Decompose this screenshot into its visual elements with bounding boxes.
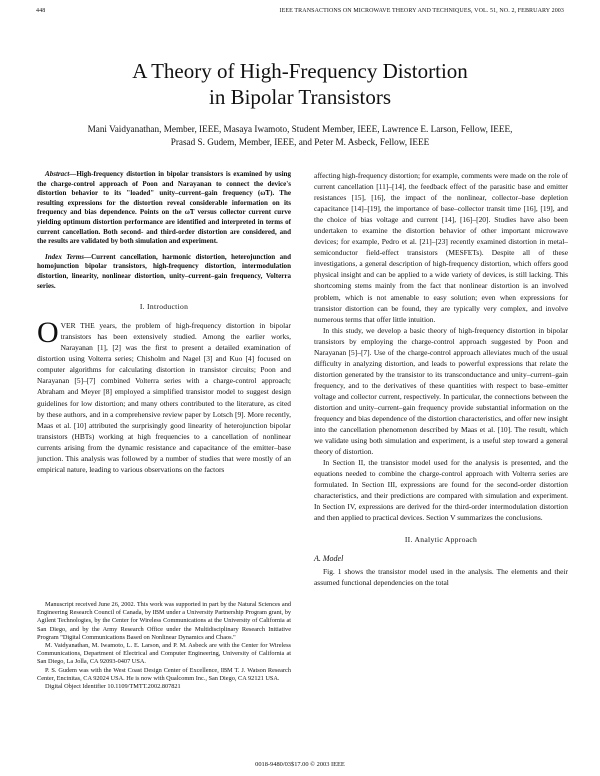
- abstract: [37, 170, 291, 247]
- author-list: [40, 123, 560, 148]
- running-head: [36, 8, 564, 14]
- right-column: [314, 170, 568, 588]
- subsection-heading-model: A. Model: [314, 553, 344, 563]
- intro-paragraph: [37, 316, 291, 475]
- footnote-affiliation-1: M. Vaidyanathan, M. Iwamoto, L. E. Larson, and P. M. Asbeck are with the Center for Wireless Communications, Department of Electrical and Computer Engineering, University of California at San Diego, La Jolla, CA 92093-0407 USA.: [37, 642, 291, 666]
- paper-title: [40, 58, 560, 110]
- title-line-2: in Bipolar Transistors: [208, 85, 392, 109]
- intro-paragraph-3: In Section II, the transistor model used for the analysis is presented, and the equations needed to combine the charge-control approach with Volterra series are formulated. In Section III, expressions are found for the second-order distortion characteristics, and their predictions are compared with simulation and experiment. In Section IV, expressions are derived for the third-order intermodulation distortion and then applied to practical devices. Section V summarizes the conclusions.: [314, 458, 568, 523]
- intro-text: VER THE years, the problem of high-frequency distortion in bipolar transistors has been extensively studied. Among the earlier works, Narayanan [1], [2] was the first to present a detailed examination of distortion using Volterra series; Chisholm and Nagel [3] and Kuo [4] focused on computer algorithms for calculating distortion in transistor circuits; Poon and Narayanan [5]–[7] combined Volterra series with a charge-control approach; Abraham and Meyer [8] employed a simplified transistor model to suggest design guidelines for low distortion; and many others contributed to the literature, as cited by these authors, and in a comprehensive review paper by Lotsch [9]. More recently, Maas et al. [10] attributed the surprisingly good linearity of heterojunction bipolar transistors (HBTs) working at high frequencies to a cancellation of nonlinear currents arising from the dynamic resistance and capacitance of the emitter–base junction. This analysis was followed by a number of studies that were mostly of an empirical nature, leading to various observations on the factors: [37, 321, 291, 474]
- footnotes: [37, 601, 291, 691]
- index-terms-text: Current cancellation, harmonic distortion, heterojunction and homojunction bipolar transistors, high-frequency distortion, intermodulation distortion, linearity, nonlinear distortion, unity–current–gain frequency, Volterra series.: [37, 252, 291, 290]
- authors-line-2: Prasad S. Gudem, Member, IEEE, and Peter M. Asbeck, Fellow, IEEE: [170, 136, 430, 147]
- footnote-affiliation-2: P. S. Gudem was with the West Coast Design Center of Excellence, IBM T. J. Watson Research Center, Encinitas, CA 92024 USA. He is now with Qualcomm Inc., San Diego, CA 92121 USA.: [37, 666, 291, 682]
- journal-name: IEEE TRANSACTIONS ON MICROWAVE THEORY AND TECHNIQUES, VOL. 51, NO. 2, FEBRUARY 2003: [279, 8, 564, 14]
- title-line-1: A Theory of High-Frequency Distortion: [132, 59, 468, 83]
- authors-line-1: Mani Vaidyanathan, Member, IEEE, Masaya Iwamoto, Student Member, IEEE, Lawrence E. Larson, Fellow, IEEE,: [87, 124, 513, 134]
- section-heading-introduction: I. Introduction: [139, 302, 189, 312]
- copyright-code: 0018-9480/03$17.00 © 2003 IEEE: [255, 761, 345, 768]
- footnote-received: Manuscript received June 26, 2002. This work was supported in part by the Natural Sciences and Engineering Research Council of Canada, by IBM under a University Partnership Program grant, by Agilent Technologies, by the Center for Wireless Communications at the University of California at San Diego, and by the Army Research Office under the Multidisciplinary Research Initiative Program "Digital Communications Based on Nonlinear Dynamics and Chaos.": [37, 601, 291, 641]
- section-heading-analytic-approach: II. Analytic Approach: [404, 534, 478, 544]
- model-paragraph: Fig. 1 shows the transistor model used in the analysis. The elements and their assumed functional dependencies on the total: [314, 566, 568, 587]
- footnote-doi: Digital Object Identifier 10.1109/TMTT.2002.807821: [45, 683, 181, 691]
- intro-paragraph-2: In this study, we develop a basic theory of high-frequency distortion in bipolar transistors by employing the charge-control approach suggested by Poon and Narayanan [5]–[7]. Use of the charge-control approach alleviates much of the usual difficulty in analyzing distortion, and leads to powerful expressions that relate the distortion generated by the transistor to its transconductance and unity–current–gain frequency, and to the derivatives of these quantities with respect to base–emitter voltage and collector current, respectively. In particular, the connections between the distortion and unity–current–gain frequency provide substantial information on the frequency and bias dependence of the distortion characteristics, and offer new insight into the cancellation phenomenon described by Maas et al. [10]. The result, which we validate using both simulation and experiment, is a useful step toward a general theory of distortion.: [314, 325, 568, 457]
- abstract-label: Abstract—: [45, 170, 77, 178]
- left-column: [37, 170, 291, 475]
- page-number: 448: [36, 8, 46, 14]
- index-terms-label: Index Terms—: [45, 252, 92, 261]
- drop-cap: O: [37, 316, 59, 350]
- index-terms: [37, 253, 291, 291]
- intro-continued-paragraph: affecting high-frequency distortion; for example, comments were made on the role of current cancellation [11]–[14], the feedback effect of the parasitic base and emitter resistances [15], [16], the impact of the nonlinear, collector–base depletion capacitance [14]–[19], the importance of base–collector transit time [16], [19], and the choice of bias voltage and current [14], [16]–[20]. Studies have also been undertaken to examine the distortion behavior of other important microwave devices; for example, Pedro et al. [21]–[23] recently examined distortion in metal–semiconductor field-effect transistors (MESFETs). Despite all of these investigations, a general description of high-frequency distortion, which offers good physical insight and can be applied to a wide variety of devices, is still lacking. This shortcoming stems mainly from the fact that nonlinear distortion is an involved problem, which is not amenable to easy solution; even when expressions for transistor distortion can be found, they are typically very complex, and involve numerous terms that offer little intuition.: [314, 171, 568, 324]
- abstract-text: High-frequency distortion in bipolar transistors is examined by using the charge-control approach of Poon and Narayanan to connect the device's distortion behavior to its "loaded" unity–current–gain frequency (ω̃T). The resulting expressions for the distortion reveal considerable information on its frequency and bias dependence. Points on the ω̃T versus collector current curve yielding optimum distortion performance are identified and interpreted in terms of current cancellation. Both second- and third-order distortion are considered, and the results are validated by both simulation and experiment.: [37, 170, 291, 246]
